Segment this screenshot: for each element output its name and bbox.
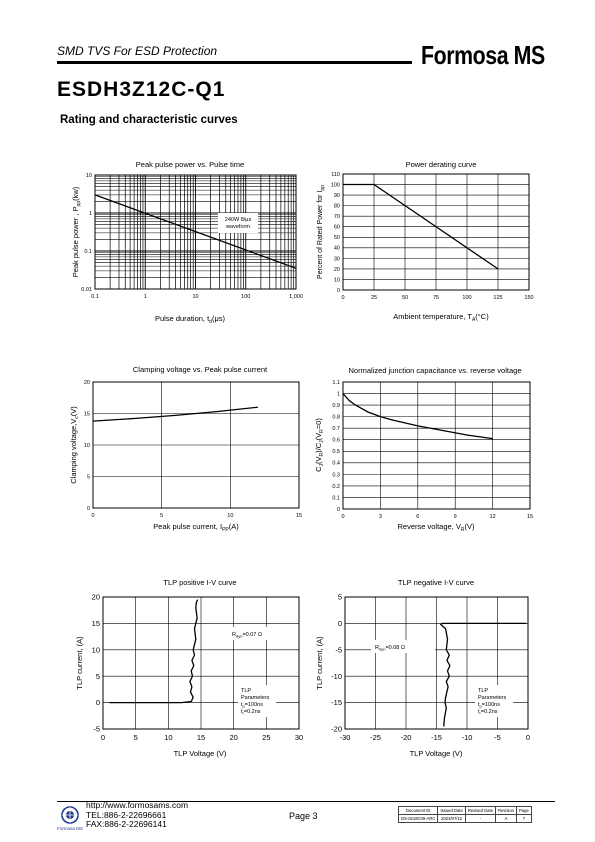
chart6-xtick-label: -30 (339, 733, 351, 742)
chart1-ytick-label: 1 (88, 210, 92, 217)
page-number: Page 3 (289, 811, 318, 821)
chart5-ylabel: TLP current, (A) (75, 636, 84, 690)
chart1-ytick-label: 0.1 (84, 248, 92, 255)
chart2-xtick-label: 100 (462, 295, 472, 301)
chart5-params: TLP Parameters $t_p=100ns$ $t_r=0.2ns$ (241, 688, 270, 716)
chart6-xlabel: TLP Voltage (V) (409, 749, 463, 758)
chart5-xtick-label: 0 (100, 733, 106, 742)
chart1-xtick-label: 1 (143, 294, 147, 300)
chart5-xtick-label: 30 (294, 733, 304, 742)
chart5-rdyn: $R_{dyn}=0.07$ Ω (232, 632, 262, 639)
chart1-title: Peak pulse power vs. Pulse time (135, 160, 245, 169)
chart2-ytick-label: 50 (333, 235, 340, 242)
chart2-xtick-label: 25 (370, 295, 378, 301)
chart1-annotation-2: waveform (226, 224, 250, 230)
chart5-ytick-label: 5 (95, 671, 100, 681)
company-logo-icon (57, 805, 83, 831)
chart5-xtick-label: 15 (196, 733, 206, 742)
footer-contact (86, 801, 188, 830)
chart3-xtick-label: 10 (227, 513, 234, 519)
doc-id-header: Document ID (399, 807, 438, 815)
chart5-series-line (110, 600, 198, 703)
chart1-xlabel: Pulse duration, $t_d(\mu s)$ (154, 314, 226, 325)
chart4-ytick-label: 0.7 (332, 426, 340, 433)
document-info-header-row (399, 807, 532, 815)
doc-id-value: DS-0218C09-ARC (399, 815, 438, 823)
revision-header: Revision (495, 807, 516, 815)
chart3-ylabel: Clamping $voltage,V_c(V)$ (69, 406, 80, 484)
footer-fax: FAX:886-2-22696141 (86, 819, 167, 829)
chart4-xtick-label: 0 (341, 514, 345, 520)
chart2-ytick-label: 70 (333, 214, 340, 221)
section-title: Rating and characteristic curves (60, 114, 238, 126)
company-logo-text: Formosa MS (57, 826, 83, 831)
chart5-xtick-label: 10 (164, 733, 173, 742)
chart3-xlabel: Peak pulse current, $I_{PP}(A)$ (153, 522, 239, 533)
header-subtitle: SMD TVS For ESD Protection (57, 44, 218, 58)
chart2-ytick-label: 80 (333, 203, 340, 210)
chart3-ytick-label: 20 (83, 379, 90, 386)
chart4-ytick-label: 0.2 (332, 483, 340, 490)
chart-tlp-positive (75, 578, 303, 758)
chart6-params: TLP Parameters $t_p=100ns$ $t_r=0.2ns$ (478, 688, 507, 716)
document-info-value-row (399, 815, 532, 823)
chart6-xtick-label: -15 (431, 733, 442, 742)
chart6-xtick-label: -20 (400, 733, 412, 742)
chart1-xtick-label: 1,000 (289, 294, 303, 300)
chart4-ytick-label: 1.1 (332, 379, 340, 386)
chart5-xtick-label: 5 (133, 733, 138, 742)
chart-junction-capacitance (314, 366, 533, 533)
chart2-ytick-label: 60 (333, 224, 340, 231)
chart1-ytick-label: 10 (85, 172, 92, 179)
chart5-ytick-label: 0 (95, 698, 100, 708)
chart1-xtick-label: 0.1 (91, 294, 99, 300)
revision-value: A (495, 815, 516, 823)
chart6-xtick-label: 0 (525, 733, 531, 742)
chart4-frame (343, 382, 530, 509)
chart5-ytick-label: 10 (91, 645, 100, 655)
chart-tlp-negative (315, 578, 530, 758)
chart5-ytick-label: 15 (91, 619, 100, 629)
issued-date-value: 2023/07/12 (438, 815, 465, 823)
chart-peak-pulse-power (71, 160, 303, 325)
chart6-ytick-label: 0 (337, 619, 342, 629)
chart6-ytick-label: -20 (331, 724, 342, 734)
footer-website[interactable]: http://www.formosams.com (86, 800, 189, 810)
chart2-xtick-label: 50 (401, 295, 409, 301)
chart5-title: TLP positive I-V curve (163, 578, 237, 587)
chart2-ytick-label: 110 (331, 171, 340, 178)
chart6-ytick-label: -10 (331, 671, 342, 681)
chart3-title: Clamping voltage vs. Peak pulse current (132, 365, 268, 374)
chart6-xtick-label: -10 (461, 733, 473, 742)
page-value: 7 (517, 815, 532, 823)
chart6-xtick-label: -25 (370, 733, 381, 742)
chart3-xtick-label: 15 (295, 513, 303, 519)
chart5-xtick-label: 25 (262, 733, 271, 742)
part-number: ESDH3Z12C-Q1 (57, 78, 226, 101)
chart3-ytick-label: 15 (83, 411, 90, 418)
chart2-ytick-label: 30 (333, 256, 340, 263)
chart3-ytick-label: 5 (86, 474, 90, 481)
chart2-xtick-label: 125 (493, 295, 503, 301)
chart2-xtick-label: 0 (341, 295, 345, 301)
chart1-ytick-label: 0.01 (81, 286, 92, 293)
chart4-ylabel: $C_J(V_R)/C_J(V_R=0)$ (314, 418, 325, 472)
chart1-annotation-bg (218, 213, 258, 233)
chart4-ytick-label: 0.1 (332, 495, 340, 502)
chart5-ytick-label: 20 (91, 592, 100, 602)
footer-tel: TEL:886-2-22696661 (86, 809, 167, 820)
chart3-series-line (93, 407, 258, 421)
chart5-xlabel: TLP Voltage (V) (173, 749, 227, 758)
revised-date-header: Revised Date (465, 807, 495, 815)
chart6-title: TLP negative I-V curve (397, 578, 475, 587)
chart6-ytick-label: -15 (331, 698, 342, 708)
chart6-ytick-label: 5 (337, 592, 342, 602)
chart4-ytick-label: 0.8 (332, 414, 340, 421)
chart4-xtick-label: 15 (526, 514, 534, 520)
chart6-ytick-label: -5 (335, 645, 342, 655)
chart5-ytick-label: -5 (93, 724, 100, 734)
chart1-annotation-1: 240W 8/μs (224, 217, 252, 223)
chart3-xtick-label: 5 (160, 513, 164, 519)
chart1-ylabel: Peak pulse power , $P_{pp}(kw)$ (71, 186, 82, 278)
chart4-ytick-label: 0.4 (332, 460, 340, 467)
chart2-ylabel: Percent of Rated Power for $I_{pp}$ (317, 185, 326, 279)
chart6-ylabel: TLP current, (A) (315, 636, 324, 690)
chart2-xtick-label: 150 (524, 295, 534, 301)
chart4-xtick-label: 3 (378, 514, 382, 520)
chart4-ytick-label: 0 (336, 506, 340, 513)
chart1-xtick-label: 10 (192, 294, 199, 300)
chart4-xtick-label: 12 (489, 514, 496, 520)
chart-clamping-voltage (69, 365, 302, 533)
chart2-ytick-label: 0 (336, 287, 340, 294)
chart5-xtick-label: 20 (229, 733, 238, 742)
chart2-ytick-label: 10 (333, 277, 340, 284)
chart3-ytick-label: 0 (86, 505, 90, 512)
chart4-ytick-label: 1 (336, 391, 340, 398)
chart4-xtick-label: 9 (453, 514, 457, 520)
chart2-title: Power derating curve (405, 160, 477, 169)
issued-date-header: Issued Date (438, 807, 465, 815)
chart2-ytick-label: 20 (333, 266, 340, 273)
chart6-xtick-label: -5 (494, 733, 501, 742)
chart4-ytick-label: 0.9 (332, 403, 340, 410)
chart4-ytick-label: 0.3 (332, 472, 340, 479)
chart1-xtick-label: 100 (241, 294, 251, 300)
chart4-xlabel: Reverse voltage, $V_R(V)$ (397, 522, 475, 533)
chart4-ytick-label: 0.5 (332, 449, 340, 456)
chart3-xtick-label: 0 (91, 513, 95, 519)
document-info-table (398, 806, 532, 823)
revised-date-value: - (465, 815, 495, 823)
chart-power-derating (317, 160, 534, 323)
chart2-ytick-label: 90 (333, 193, 340, 200)
brand-logo: Formosa MS (421, 40, 545, 70)
chart2-xlabel: Ambient temperature, $T_A(^\circ C)$ (393, 312, 489, 323)
page-header: Page (517, 807, 532, 815)
chart2-ytick-label: 40 (333, 245, 340, 252)
chart4-xtick-label: 6 (416, 514, 420, 520)
chart2-xtick-label: 75 (432, 295, 440, 301)
chart2-ytick-label: 100 (330, 182, 340, 189)
chart6-rdyn: $R_{dyn}=0.08$ Ω (375, 645, 405, 652)
chart4-ytick-label: 0.6 (332, 437, 340, 444)
chart3-ytick-label: 10 (83, 442, 90, 449)
chart4-title: Normalized junction capacitance vs. reverse voltage (348, 366, 522, 375)
